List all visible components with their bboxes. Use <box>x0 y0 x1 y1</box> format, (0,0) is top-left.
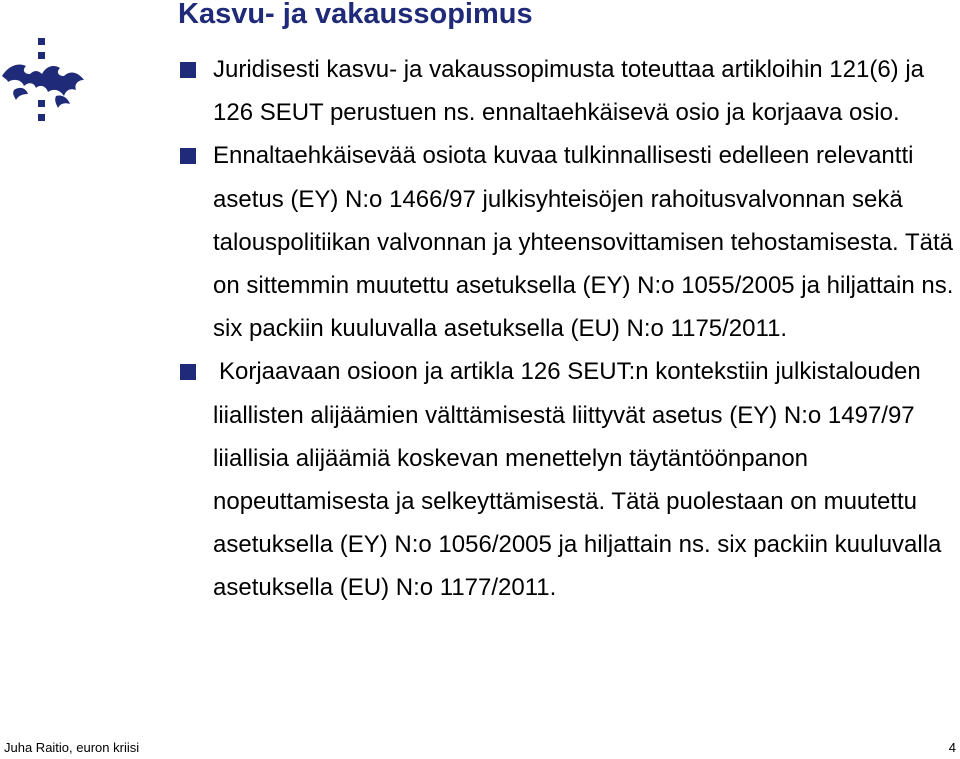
bullet-text: Korjaavaan osioon ja artikla 126 SEUT:n kontekstiin julkistalouden liiallisten alijäämien välttämisestä liittyvät asetus (EY) N:o 1497/97 liiallisia alijäämiä koskevan menettelyn täytäntöönpanon nopeuttamisesta ja selkeyttämisestä. Tätä puolestaan on muutettu asetuksella (EY) N:o 1056/2005 ja hiljattain ns. six packiin kuuluvalla asetuksella (EU) N:o 1177/2011. <box>213 358 942 602</box>
slide-title: Kasvu- ja vakaussopimus <box>178 0 533 30</box>
bullet-item <box>180 48 958 134</box>
square-bullet-icon <box>180 62 196 78</box>
bullet-text: Juridisesti kasvu- ja vakaussopimusta toteuttaa artikloihin 121(6) ja 126 SEUT perustuen ns. ennaltaehkäisevä osio ja korjaava osio. <box>213 56 925 127</box>
bullet-text: Ennaltaehkäisevää osiota kuvaa tulkinnallisesti edelleen relevantti asetus (EY) N:o 1466/97 julkisyhteisöjen rahoitusvalvonnan sekä talouspolitiikan valvonnan ja yhteensovittamisen tehostamisesta. Tätä on sittemmin muutettu asetuksella (EY) N:o 1055/2005 ja hiljattain ns. six packiin kuuluvalla asetuksella (EU) N:o 1175/2011. <box>213 142 954 343</box>
bullet-item <box>180 350 958 609</box>
page-number: 4 <box>948 740 956 755</box>
university-of-helsinki-flame-logo-icon <box>0 36 90 126</box>
square-bullet-icon <box>180 364 196 380</box>
footer-author: Juha Raitio, euron kriisi <box>4 740 140 755</box>
university-logo <box>0 36 90 126</box>
bullet-item <box>180 134 958 350</box>
square-bullet-icon <box>180 148 196 164</box>
bullet-list <box>180 48 958 610</box>
